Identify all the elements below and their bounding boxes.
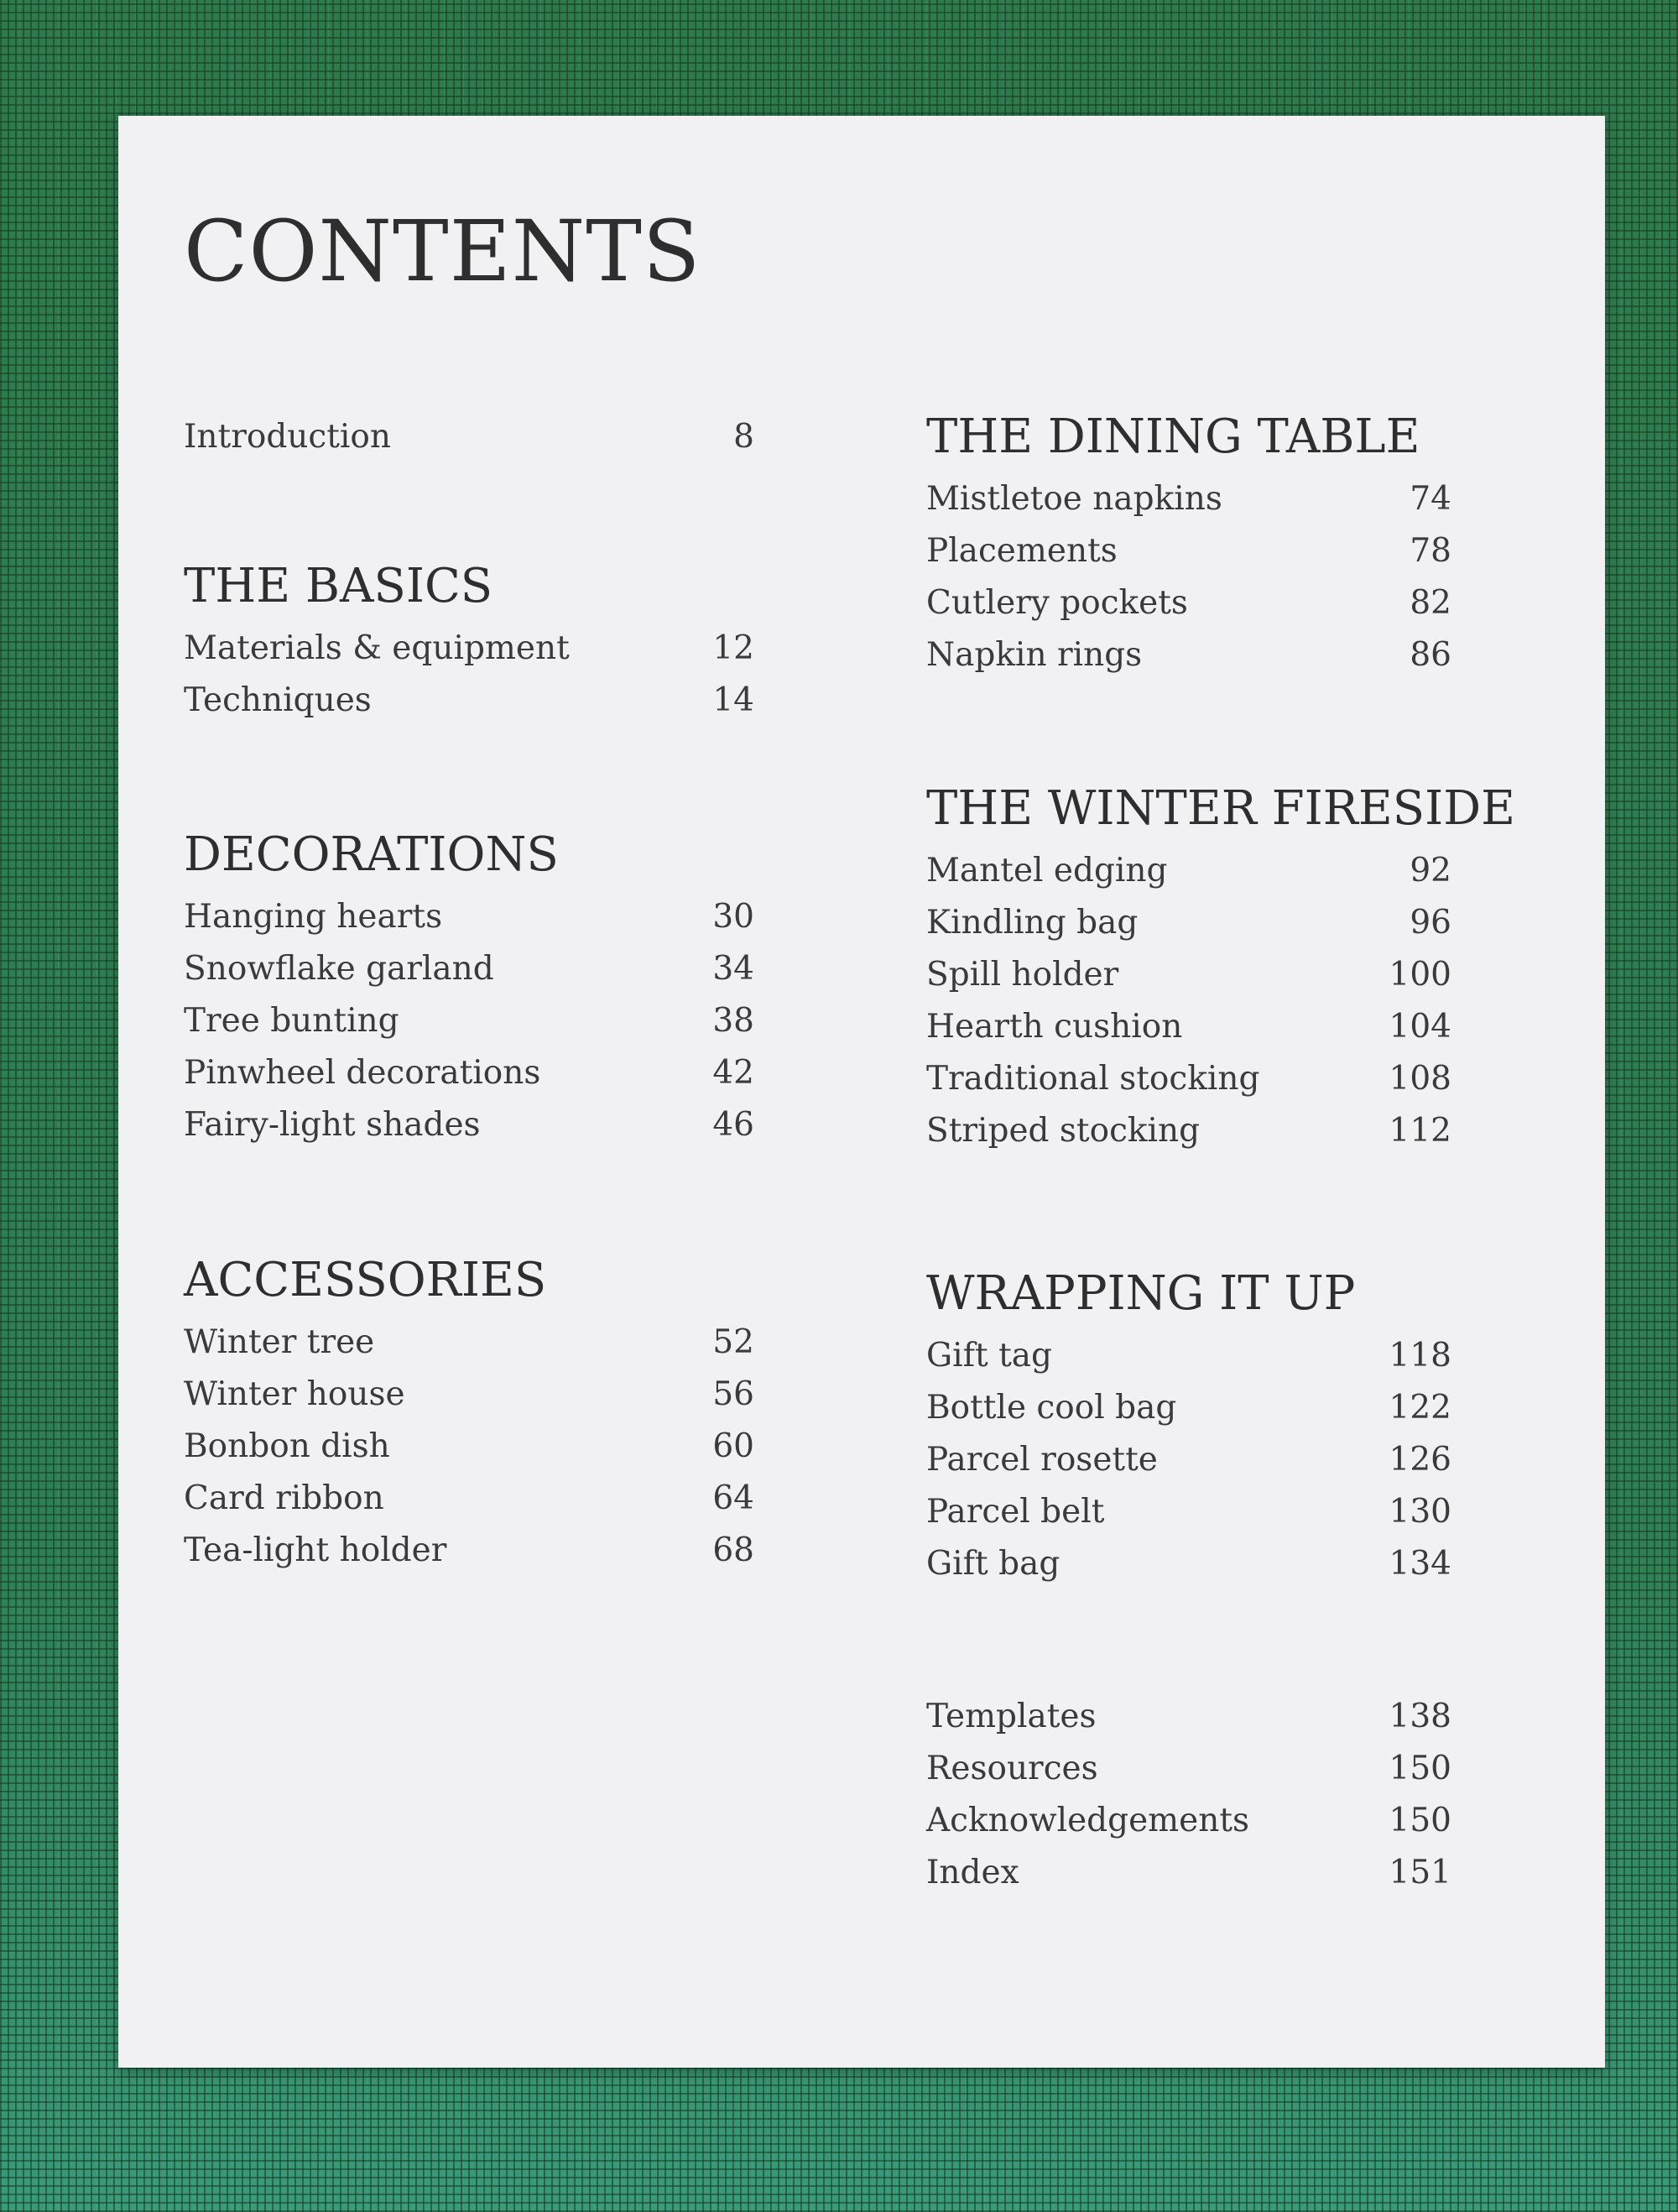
section-heading: THE WINTER FIRESIDE [926,781,1516,836]
toc-entry-list [926,473,1451,681]
toc-entry-label: Mistletoe napkins [926,480,1222,518]
toc-entry-label: Snowflake garland [184,950,494,988]
toc-entry-page-number: 78 [1410,532,1451,570]
toc-entry-label: Card ribbon [184,1479,384,1517]
toc-entry[interactable] [184,1047,754,1099]
toc-entry[interactable] [184,675,754,727]
toc-entry-page-number: 122 [1389,1389,1451,1427]
toc-entry-label: Napkin rings [926,636,1143,674]
toc-entry-page-number: 46 [712,1106,754,1144]
toc-entry-label: Placements [926,532,1118,570]
toc-entry[interactable] [184,943,754,995]
toc-entry-page-number: 74 [1410,480,1451,518]
toc-entry[interactable] [926,845,1451,897]
toc-entry-label: Striped stocking [926,1112,1201,1150]
toc-entry-page-number: 68 [712,1531,754,1569]
toc-entry-list [926,1691,1451,1899]
page-title: CONTENTS [184,202,701,300]
toc-entry-label: Traditional stocking [926,1060,1260,1098]
toc-entry-label: Templates [926,1698,1097,1735]
toc-entry-label: Pinwheel decorations [184,1054,541,1092]
toc-entry-page-number: 134 [1389,1545,1451,1583]
toc-entry-label: Acknowledgements [926,1802,1250,1839]
toc-entry-label: Introduction [184,418,391,456]
toc-section-wrapping-it-up [926,1266,1451,1590]
toc-entry-label: Fairy-light shades [184,1106,481,1144]
toc-entry-page-number: 34 [712,950,754,988]
toc-entry-label: Winter house [184,1375,405,1413]
toc-entry-label: Hanging hearts [184,898,443,936]
section-heading: WRAPPING IT UP [926,1266,1356,1321]
toc-entry-label: Techniques [184,681,372,719]
toc-entry[interactable] [926,525,1451,577]
section-heading: THE BASICS [184,559,493,613]
toc-entry[interactable] [184,1317,754,1369]
toc-entry-list [184,1317,754,1577]
toc-section-basics [184,559,754,727]
toc-entry-page-number: 8 [733,418,754,456]
toc-entry-page-number: 60 [712,1427,754,1465]
toc-entry[interactable] [184,411,754,463]
toc-entry-page-number: 12 [712,629,754,667]
toc-entry-label: Mantel edging [926,852,1168,889]
section-heading: ACCESSORIES [184,1253,547,1307]
toc-entry[interactable] [184,1099,754,1151]
toc-entry[interactable] [184,995,754,1047]
toc-section-decorations [184,827,754,1151]
toc-entry-label: Bonbon dish [184,1427,390,1465]
toc-entry-label: Tree bunting [184,1002,399,1040]
toc-entry-page-number: 118 [1389,1337,1451,1375]
toc-entry-page-number: 108 [1389,1060,1451,1098]
toc-entry-page-number: 104 [1389,1008,1451,1046]
toc-entry[interactable] [184,1525,754,1577]
toc-entry[interactable] [184,1473,754,1525]
toc-entry-page-number: 14 [712,681,754,719]
toc-entry[interactable] [926,1001,1451,1053]
toc-entry-label: Resources [926,1750,1098,1787]
toc-entry-list [926,845,1515,1157]
section-heading: DECORATIONS [184,827,559,882]
toc-entry[interactable] [926,1434,1451,1486]
toc-entry[interactable] [926,1486,1451,1538]
toc-entry-label: Hearth cushion [926,1008,1183,1046]
toc-entry-page-number: 64 [712,1479,754,1517]
toc-entry-page-number: 82 [1410,584,1451,622]
toc-entry-label: Index [926,1854,1019,1891]
toc-entry-page-number: 38 [712,1002,754,1040]
toc-entry[interactable] [926,1743,1451,1795]
toc-entry-label: Gift tag [926,1337,1053,1375]
toc-entry-page-number: 150 [1389,1802,1451,1839]
toc-entry[interactable] [926,1847,1451,1899]
toc-section-back-matter [926,1691,1451,1899]
toc-entry[interactable] [926,1795,1451,1847]
toc-entry[interactable] [184,623,754,675]
toc-entry-list [926,1330,1451,1590]
toc-entry-page-number: 52 [712,1323,754,1361]
toc-entry-page-number: 92 [1410,852,1451,889]
toc-entry[interactable] [926,949,1451,1001]
contents-page [118,116,1605,2068]
toc-entry-label: Bottle cool bag [926,1389,1177,1427]
toc-entry-label: Spill holder [926,956,1119,994]
toc-entry[interactable] [926,1053,1451,1105]
toc-entry-list [184,623,754,727]
toc-entry-page-number: 150 [1389,1750,1451,1787]
toc-entry-label: Gift bag [926,1545,1060,1583]
toc-entry-label: Tea-light holder [184,1531,447,1569]
toc-entry[interactable] [926,629,1451,681]
toc-entry[interactable] [184,1369,754,1421]
toc-entry-page-number: 56 [712,1375,754,1413]
toc-section-winter-fireside [926,781,1515,1157]
toc-entry[interactable] [926,473,1451,525]
toc-entry-page-number: 138 [1389,1698,1451,1735]
toc-section-accessories [184,1253,754,1577]
toc-entry-page-number: 151 [1389,1854,1451,1891]
toc-section-dining-table [926,410,1451,681]
toc-entry-list [184,411,754,463]
toc-entry-label: Parcel belt [926,1493,1105,1531]
section-heading: THE DINING TABLE [926,410,1420,464]
toc-entry[interactable] [926,1382,1451,1434]
toc-entry[interactable] [184,1421,754,1473]
toc-entry-list [184,891,754,1151]
toc-entry-label: Cutlery pockets [926,584,1188,622]
toc-section-intro [184,411,754,463]
toc-entry-label: Materials & equipment [184,629,570,667]
toc-entry-page-number: 100 [1389,956,1451,994]
toc-entry-page-number: 86 [1410,636,1451,674]
toc-entry-page-number: 30 [712,898,754,936]
toc-entry-page-number: 96 [1410,904,1451,942]
toc-entry-page-number: 126 [1389,1441,1451,1479]
toc-entry-page-number: 42 [712,1054,754,1092]
toc-entry[interactable] [926,1105,1451,1157]
toc-entry-page-number: 130 [1389,1493,1451,1531]
toc-entry-label: Kindling bag [926,904,1139,942]
toc-entry-page-number: 112 [1389,1112,1451,1150]
toc-entry-label: Winter tree [184,1323,375,1361]
toc-entry[interactable] [926,1691,1451,1743]
toc-entry[interactable] [184,891,754,943]
toc-entry[interactable] [926,897,1451,949]
toc-entry[interactable] [926,1330,1451,1382]
toc-entry[interactable] [926,1538,1451,1590]
toc-entry[interactable] [926,577,1451,629]
toc-entry-label: Parcel rosette [926,1441,1158,1479]
